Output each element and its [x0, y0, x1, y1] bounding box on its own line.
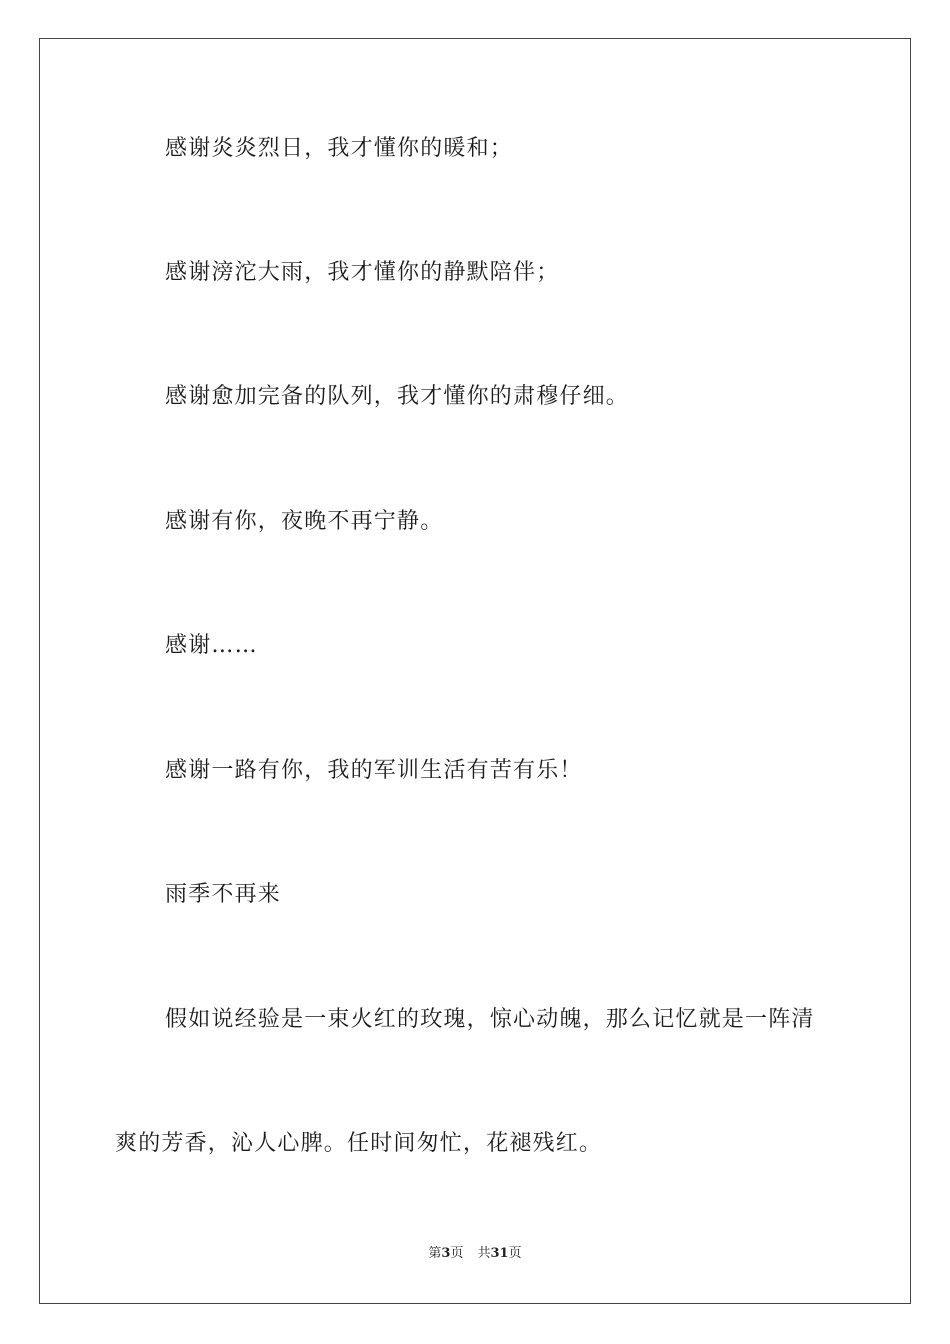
total-pages-suffix: 页	[508, 1246, 522, 1261]
paragraph-line: 假如说经验是一束火红的玫瑰，惊心动魄，那么记忆就是一阵清	[165, 1007, 815, 1032]
page-footer	[40, 1245, 910, 1263]
paragraph-line: 感谢一路有你，我的军训生活有苦有乐！	[165, 758, 583, 783]
paragraph-line: 感谢炎炎烈日，我才懂你的暖和；	[165, 136, 514, 161]
paragraph-line: 爽的芳香，沁人心脾。任时间匆忙，花褪残红。	[115, 1131, 603, 1156]
page-number: 3	[441, 1246, 451, 1261]
paragraph-line: 感谢……	[165, 633, 258, 658]
total-pages: 31	[490, 1246, 509, 1261]
paragraph-line: 感谢滂沱大雨，我才懂你的静默陪伴；	[165, 260, 560, 285]
page-number-suffix: 页	[450, 1246, 464, 1261]
total-pages-prefix: 共	[477, 1246, 491, 1261]
paragraph-line: 感谢愈加完备的队列，我才懂你的肃穆仔细。	[165, 384, 630, 409]
page-frame	[39, 38, 911, 1304]
section-heading: 雨季不再来	[165, 882, 282, 907]
paragraph-line: 感谢有你，夜晚不再宁静。	[165, 509, 444, 534]
page-number-prefix: 第	[428, 1246, 442, 1261]
